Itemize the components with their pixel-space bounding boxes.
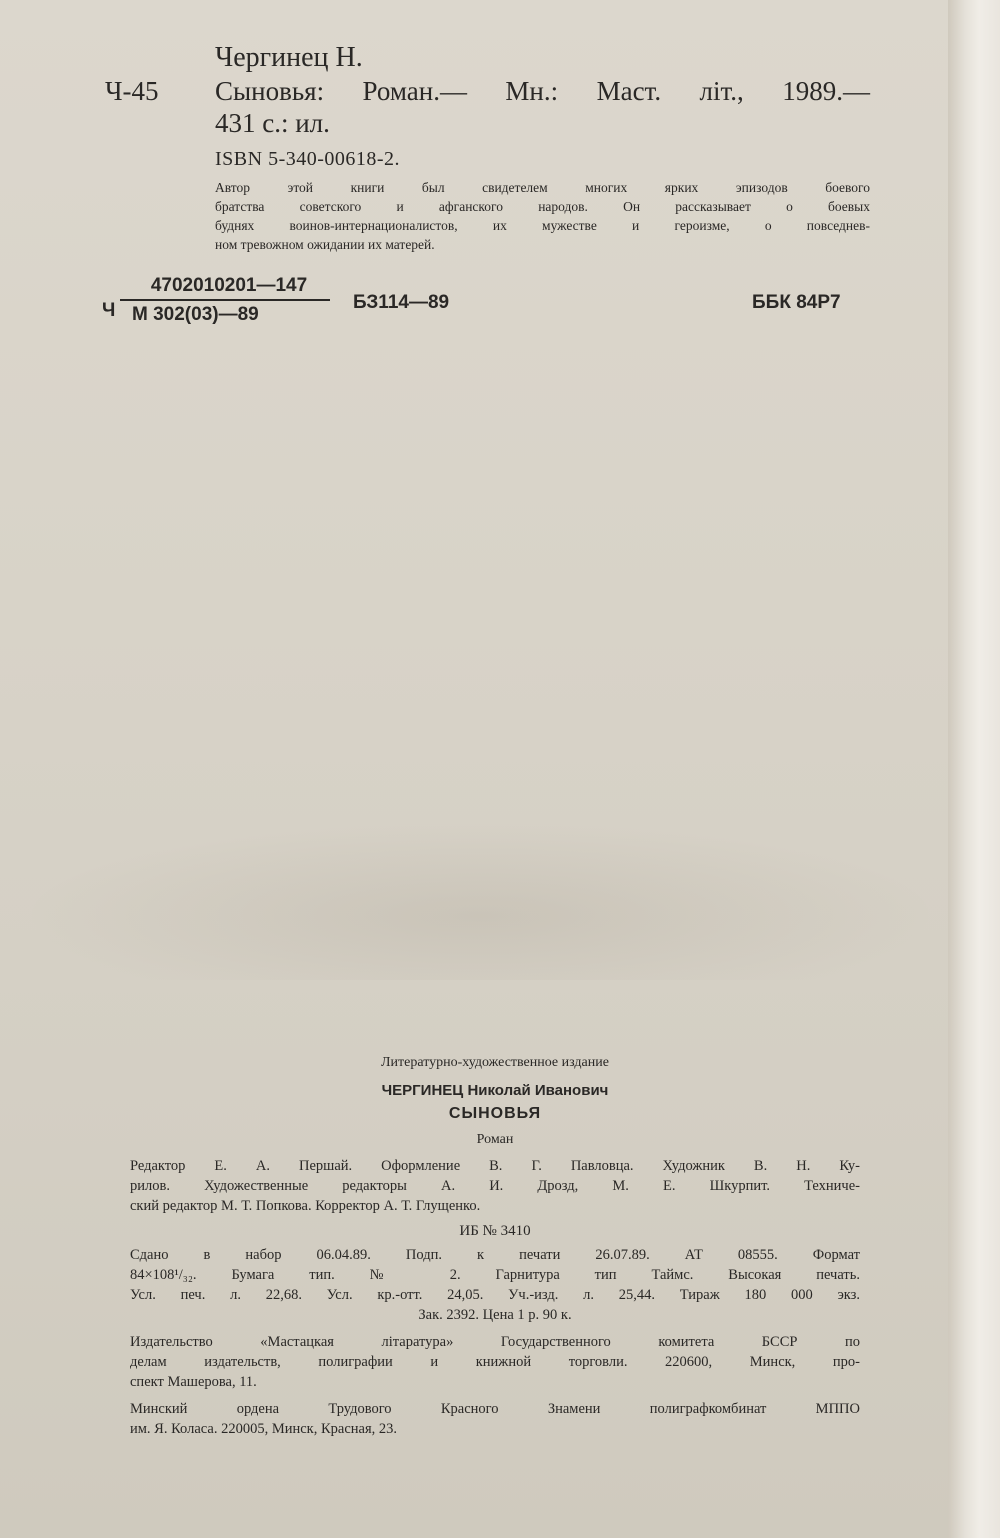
book-title: СЫНОВЬЯ bbox=[448, 1105, 542, 1122]
annotation-line: братства советского и афганского народов. Он рассказывает о боевых bbox=[215, 199, 870, 214]
fraction-denominator: М 302(03)—89 bbox=[132, 303, 259, 325]
annotation-line: Автор этой книги был свидетелем многих ярких эпизодов боевого bbox=[215, 180, 870, 195]
fraction-numerator: 4702010201—147 bbox=[150, 275, 308, 296]
annotation-line: ном тревожном ожидании их матерей. bbox=[215, 237, 435, 252]
index-fraction bbox=[120, 275, 330, 326]
printer-info bbox=[130, 1399, 860, 1439]
bibliographic-line-1: Сыновья: Роман.— Мн.: Маст. літ., 1989.— bbox=[215, 76, 870, 106]
bz-code: БЗ114—89 bbox=[353, 292, 450, 313]
fraction-bar bbox=[120, 299, 330, 301]
print-line: Усл. печ. л. 22,68. Усл. кр.-отт. 24,05. Уч.-изд. л. 25,44. Тираж 180 000 экз. bbox=[130, 1287, 860, 1303]
page-crease bbox=[20, 820, 940, 980]
print-details bbox=[130, 1245, 860, 1325]
publisher-line: Издательство «Мастацкая літаратура» Государственного комитета БССР по bbox=[130, 1334, 860, 1350]
imprint-block bbox=[130, 1055, 860, 1439]
index-letter: Ч bbox=[102, 300, 116, 321]
publisher-line: делам издательств, полиграфии и книжной торговли. 220600, Минск, про- bbox=[130, 1354, 860, 1370]
author-given-names: Николай Иванович bbox=[467, 1082, 609, 1099]
publisher-line: спект Машерова, 11. bbox=[130, 1374, 257, 1390]
credits-line: рилов. Художественные редакторы А. И. Дрозд, М. Е. Шкурпит. Техниче- bbox=[130, 1178, 860, 1194]
publisher-info bbox=[130, 1332, 860, 1392]
credits-line: Редактор Е. А. Першай. Оформление В. Г. Павловца. Художник В. Н. Ку- bbox=[130, 1158, 860, 1174]
annotation bbox=[215, 178, 870, 254]
printer-line: им. Я. Коласа. 220005, Минск, Красная, 23. bbox=[130, 1421, 398, 1437]
author-heading: Чергинец Н. bbox=[215, 42, 363, 73]
print-line: 84×108¹/₃₂. Бумага тип. № 2. Гарнитура тип Таймс. Высокая печать. bbox=[130, 1267, 860, 1283]
bibliographic-line-2: 431 с.: ил. bbox=[215, 108, 330, 138]
bbk-code: ББК 84Р7 bbox=[752, 292, 841, 313]
credits-line: ский редактор М. Т. Попкова. Корректор А. Т. Глущенко. bbox=[130, 1198, 481, 1214]
print-line: Сдано в набор 06.04.89. Подп. к печати 26.07.89. АТ 08555. Формат bbox=[130, 1247, 860, 1263]
ib-number: ИБ № 3410 bbox=[459, 1223, 531, 1239]
author-fullname bbox=[130, 1082, 860, 1099]
printer-line: Минский ордена Трудового Красного Знамени полиграфкомбинат МППО bbox=[130, 1401, 860, 1417]
page-edge bbox=[948, 0, 1000, 1538]
credits bbox=[130, 1156, 860, 1216]
isbn: ISBN 5-340-00618-2. bbox=[215, 148, 401, 170]
author-surname: ЧЕРГИНЕЦ bbox=[381, 1082, 464, 1099]
annotation-line: буднях воинов-интернационалистов, их мужестве и героизме, о повседнев- bbox=[215, 218, 870, 233]
class-code: Ч-45 bbox=[105, 76, 159, 106]
book-type: Роман bbox=[476, 1132, 514, 1147]
print-line: Зак. 2392. Цена 1 р. 90 к. bbox=[418, 1307, 572, 1323]
edition-genre: Литературно-художественное издание bbox=[381, 1055, 609, 1070]
